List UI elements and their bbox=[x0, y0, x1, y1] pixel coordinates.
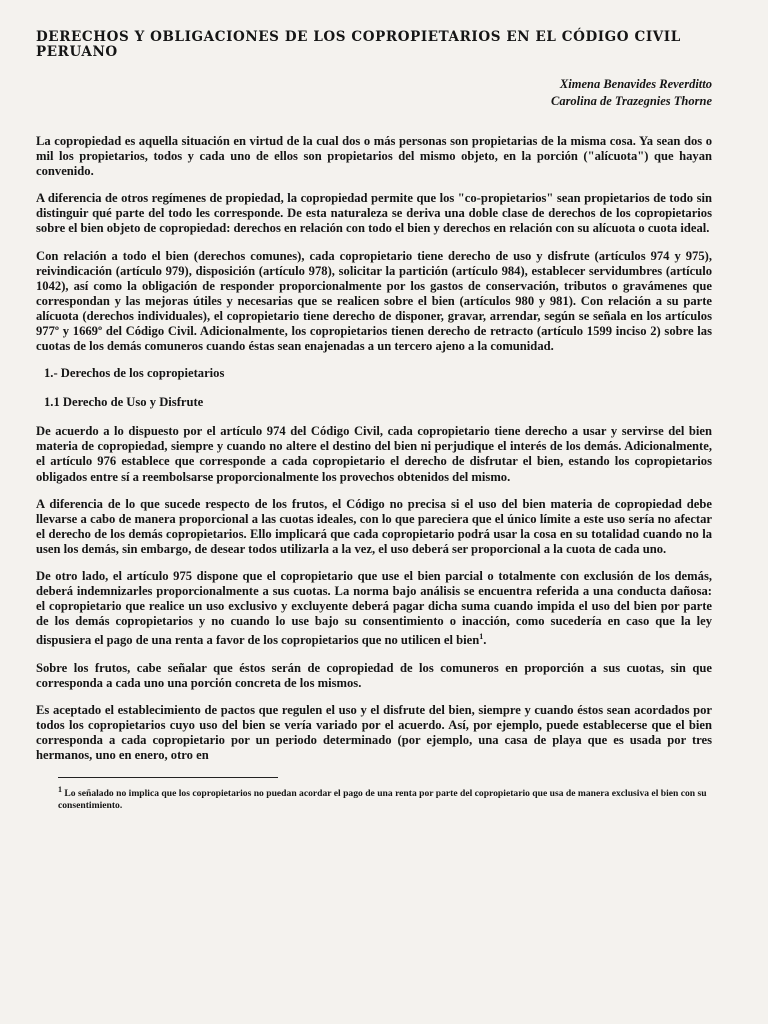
paragraph-uso-3: De otro lado, el artículo 975 dispone que el copropietario que use el bien parcial o totalmente con exclusión de los demás, deberá indemnizarles proporcionalmente a sus cuotas. La norma bajo análisis se encuentra referida a una conducta dañosa: el copropietario que realice un uso exclusivo y excluyente deberá pagar dicha suma cuando impida el uso del bien por parte de los demás copropietarios y no cuando lo use bajo su consentimiento o inacción, como sucedería en caso que la ley dispusiera el pago de una renta a favor de los copropietarios que no utilicen el bien$^1$. bbox=[36, 568, 712, 648]
subsection-heading: 1.1 Derecho de Uso y Disfrute bbox=[44, 395, 204, 410]
paragraph-uso-2: A diferencia de lo que sucede respecto de los frutos, el Código no precisa si el uso del bien materia de copropiedad debe llevarse a cabo de manera proporcional a las cuotas ideales, con lo que pareciera que el único límite a este uso sería no afectar el derecho de los demás copropietarios. Ello implicará que cada copropietario podrá usar la cosa en su totalidad cuando no la usen los demás, sin embargo, de desear todos utilizarla a la vez, el uso deberá ser proporcional a la cuota de cada uno. bbox=[36, 496, 712, 556]
footnote-text: Lo señalado no implica que los copropietarios no puedan acordar el pago de una renta por parte del copropietario que usa de manera exclusiva el bien con su consentimiento. bbox=[58, 788, 707, 812]
paragraph-intro-1: La copropiedad es aquella situación en virtud de la cual dos o más personas son propietarias de la misma cosa. Ya sean dos o mil los propietarios, todos y cada uno de ellos son propietarios del mismo objeto, en la porción ("alícuota") que hayan convenido. bbox=[36, 134, 712, 179]
paragraph-intro-3: Con relación a todo el bien (derechos comunes), cada copropietario tiene derecho de uso y disfrute (artículos 974 y 975), reivindicación (artículo 979), disposición (artículo 978), solicitar la partición (artículo 984), establecer servidumbres (artículo 1042), así como la obligación de responder proporcionalmente por los gastos de conservación, tributos o gravámenes que correspondan y las mejoras útiles y necesarias que se realicen sobre el bien (artículos 980 y 981). Con relación a su parte alícuota (derechos individuales), el copropietario tiene derecho de disponer, gravar, arrendar, según se señala en los artículos 977º y 1669º del Código Civil. Adicionalmente, los copropietarios tienen derecho de retracto (artículo 1599 inciso 2) sobre las cuotas de los demás comuneros cuando éstas sean enajenadas a un tercero ajeno a la comunidad. bbox=[36, 248, 712, 354]
paragraph-frutos: Sobre los frutos, cabe señalar que éstos serán de copropiedad de los comuneros en proporción a sus cuotas, sin que corresponda a cada uno una porción concreta de los mismos. bbox=[36, 660, 712, 690]
author-1: Ximena Benavides Reverditto bbox=[559, 77, 712, 91]
footnote bbox=[36, 784, 712, 812]
author-2: Carolina de Trazegnies Thorne bbox=[550, 94, 712, 108]
footnote-divider bbox=[58, 777, 278, 778]
paragraph-uso-3-text: De otro lado, el artículo 975 dispone que el copropietario que use el bien parcial o totalmente con exclusión de los demás, deberá indemnizarles proporcionalmente a sus cuotas. La norma bajo análisis se encuentra referida a una conducta dañosa: el copropietario que realice un uso exclusivo y excluyente deberá pagar dicha suma cuando impida el uso del bien por parte de los demás copropietarios y no cuando lo use bajo su consentimiento o inacción, como sucedería en caso que la ley dispusiera el pago de una renta a favor de los copropietarios que no utilicen el bien bbox=[36, 568, 712, 648]
footnote-number: 1 bbox=[58, 785, 62, 795]
document-title: DERECHOS Y OBLIGACIONES DE LOS COPROPIETARIOS EN EL CÓDIGO CIVIL PERUANO bbox=[36, 29, 681, 60]
footnote-reference: 1 bbox=[479, 632, 484, 642]
section-heading: 1.- Derechos de los copropietarios bbox=[44, 366, 225, 381]
paragraph-uso-1: De acuerdo a lo dispuesto por el artículo 974 del Código Civil, cada copropietario tiene derecho a usar y servirse del bien materia de copropiedad, siempre y cuando no altere el destino del bien ni perjudique el interés de los demás. Adicionalmente, el artículo 976 establece que corresponde a cada copropietario el derecho de disfrutar el bien, estando los copropietarios obligados entre sí a reembolsarse proporcionalmente los provechos obtenidos del mismo. bbox=[36, 424, 712, 484]
paragraph-pactos: Es aceptado el establecimiento de pactos que regulen el uso y el disfrute del bien, siempre y cuando éstos sean acordados por todos los copropietarios cuyo uso del bien se vería variado por el acuerdo. Así, por ejemplo, puede establecerse que el bien corresponda a cada copropietario por un periodo determinado (por ejemplo, una casa de playa que es usada por tres hermanos, uno en enero, otro en bbox=[36, 702, 712, 763]
paragraph-intro-2: A diferencia de otros regímenes de propiedad, la copropiedad permite que los "co-propietarios" sean propietarios de todo sin distinguir qué parte del todo les corresponde. De esta naturaleza se deriva una doble clase de derechos de los copropietarios sobre el bien objeto de copropiedad: derechos en relación con todo el bien y derechos en relación con su alícuota o cuota ideal. bbox=[36, 191, 712, 236]
authors-block bbox=[36, 76, 712, 110]
